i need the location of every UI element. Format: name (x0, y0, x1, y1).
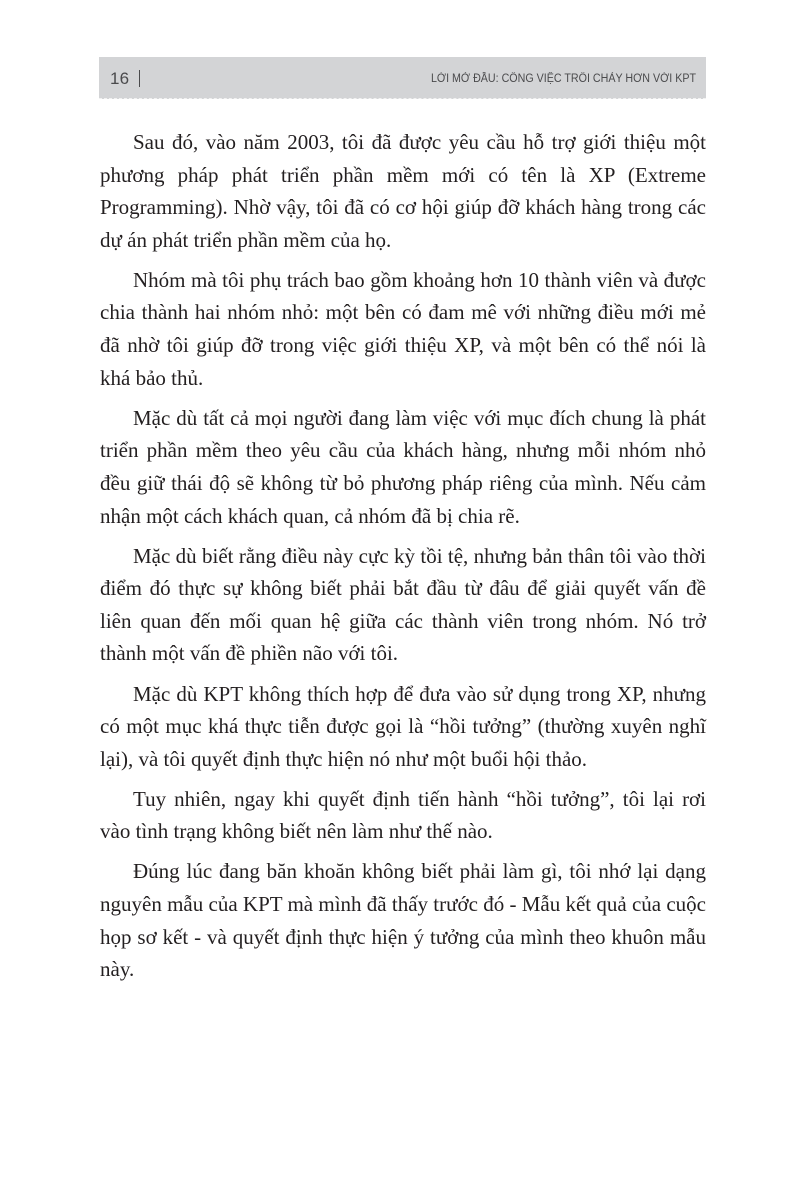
paragraph: Sau đó, vào năm 2003, tôi đã được yêu cầu hỗ trợ giới thiệu một phương pháp phát triển phần mềm mới có tên là XP (Extreme Programming). Nhờ vậy, tôi đã có cơ hội giúp đỡ khách hàng trong các dự án phát triển phần mềm của họ. (100, 130, 706, 252)
page-number: 16 (110, 68, 130, 88)
body-text (100, 126, 706, 993)
paragraph: Nhóm mà tôi phụ trách bao gồm khoảng hơn 10 thành viên và được chia thành hai nhóm nhỏ: một bên có đam mê với những điều mới mẻ đã nhờ tôi giúp đỡ trong việc giới thiệu XP, và một bên có thể nói là khá bảo thủ. (100, 267, 706, 390)
running-header (99, 57, 706, 99)
paragraph: Mặc dù biết rằng điều này cực kỳ tồi tệ, nhưng bản thân tôi vào thời điểm đó thực sự không biết phải bắt đầu từ đâu để giải quyết vấn đề liên quan đến mối quan hệ giữa các thành viên trong nhóm. Nó trở thành một vấn đề phiền não với tôi. (100, 543, 706, 666)
paragraph: Mặc dù tất cả mọi người đang làm việc với mục đích chung là phát triển phần mềm theo yêu cầu của khách hàng, nhưng mỗi nhóm nhỏ đều giữ thái độ sẽ không từ bỏ phương pháp riêng của mình. Nếu cảm nhận một cách khách quan, cả nhóm đã bị chia rẽ. (100, 405, 706, 528)
page-separator (139, 70, 140, 87)
paragraph: Đúng lúc đang băn khoăn không biết phải làm gì, tôi nhớ lại dạng nguyên mẫu của KPT mà mình đã thấy trước đó - Mẫu kết quả của cuộc họp sơ kết - và quyết định thực hiện ý tưởng của mình theo khuôn mẫu này. (100, 859, 706, 982)
page-number-group (110, 69, 140, 89)
paragraph: Tuy nhiên, ngay khi quyết định tiến hành “hồi tưởng”, tôi lại rơi vào tình trạng không biết nên làm như thế nào. (100, 786, 706, 844)
paragraph: Mặc dù KPT không thích hợp để đưa vào sử dụng trong XP, nhưng có một mục khá thực tiễn được gọi là “hồi tưởng” (thường xuyên nghĩ lại), và tôi quyết định thực hiện nó như một buổi hội thảo. (100, 681, 706, 771)
chapter-title: LỜI MỞ ĐẦU: CÔNG VIỆC TRÔI CHẢY HƠN VỚI KPT (430, 72, 696, 85)
